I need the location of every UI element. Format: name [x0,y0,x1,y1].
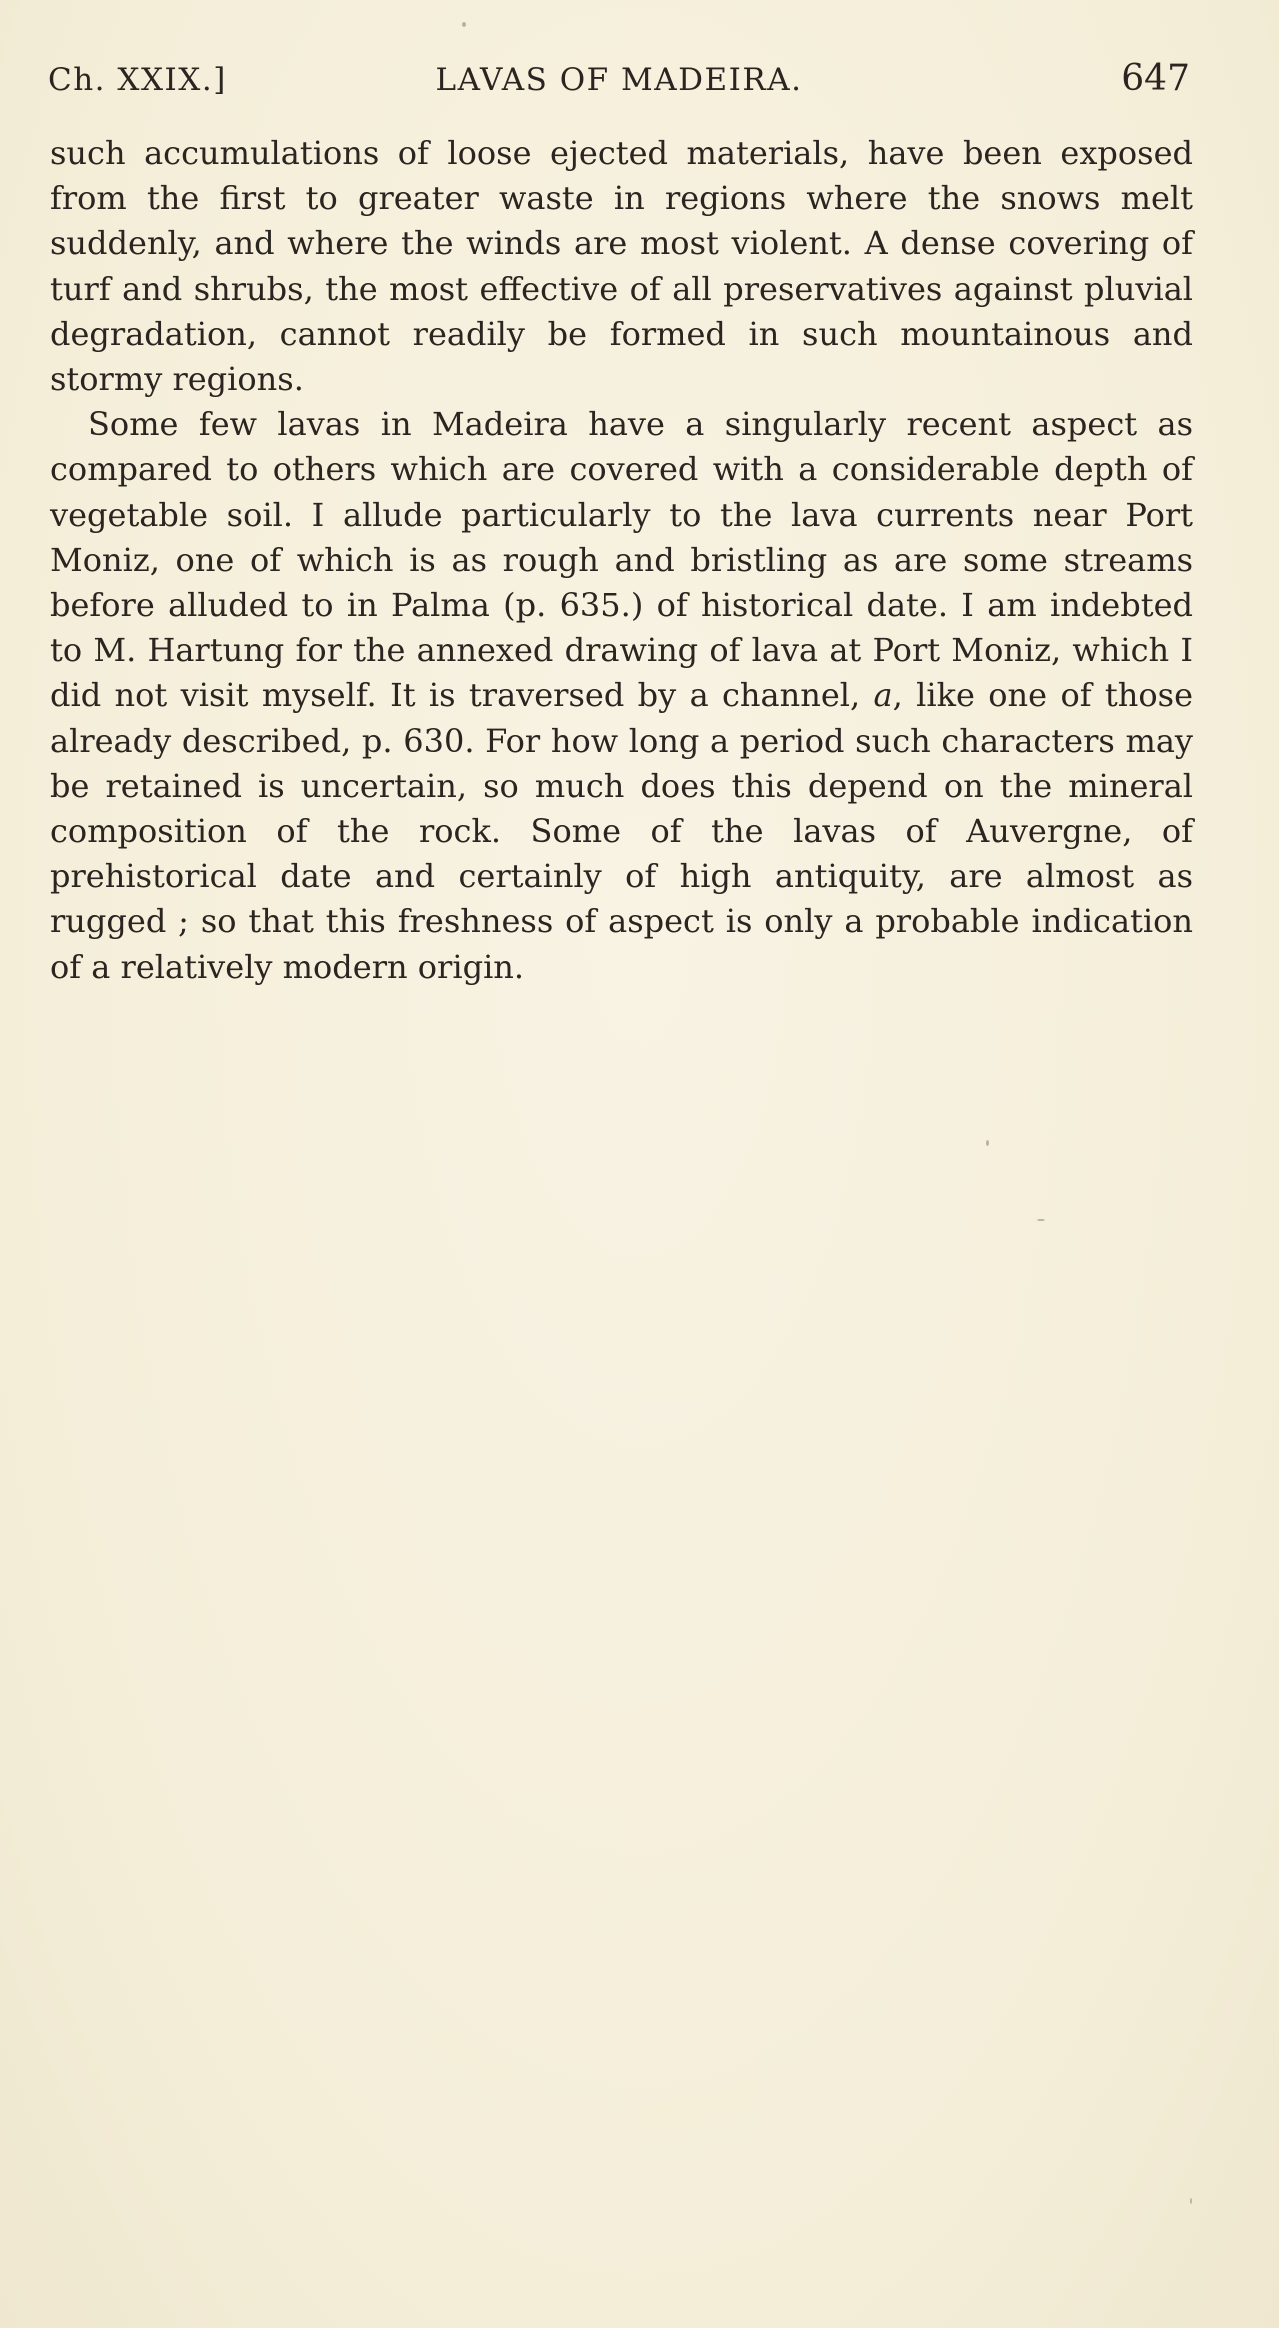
paragraph-continuation: such accumulations of loose ejected materials, have been exposed from the first to greater waste in regions where the snows melt suddenly, and where the winds are most violent. A dense covering of turf and shrubs, the most effective of all preservatives against pluvial degradation, cannot readily be formed in such mountainous and stormy regions. [50,134,1193,399]
running-title: LAVAS OF MADEIRA. [435,62,803,98]
paper-speck [1190,2198,1192,2204]
page-number: 647 [1121,58,1190,99]
paragraph-text-part-2: , like one of those already described, p. 630. For how long a period such characters may be retained is uncertain, so much does this depend on the mineral composition of the rock. Some of the lavas of Auvergne, of prehistorical date and certainly of high antiquity, are almost as rugged ; so that this freshness of aspect is only a probable indication of a relatively modern origin. [50,676,1193,986]
channel-label-italic: a [873,676,893,715]
paragraph-port-moniz-lavas [50,402,1193,990]
running-head [48,58,1190,106]
paper-speck [986,1140,989,1146]
paper-speck [1037,1219,1045,1221]
paragraph-text-part-1: Some few lavas in Madeira have a singularly recent aspect as compared to others which are covered with a considerable depth of vegetable soil. I allude particularly to the lava currents near Port Moniz, one of which is as rough and bristling as are some streams before alluded to in Palma (p. 635.) of historical date. I am indebted to M. Hartung for the annexed drawing of lava at Port Moniz, which I did not visit myself. It is traversed by a channel, [50,405,1193,715]
paper-speck [462,22,466,27]
chapter-label: Ch. XXIX.] [48,62,227,98]
body-text [50,131,1193,990]
